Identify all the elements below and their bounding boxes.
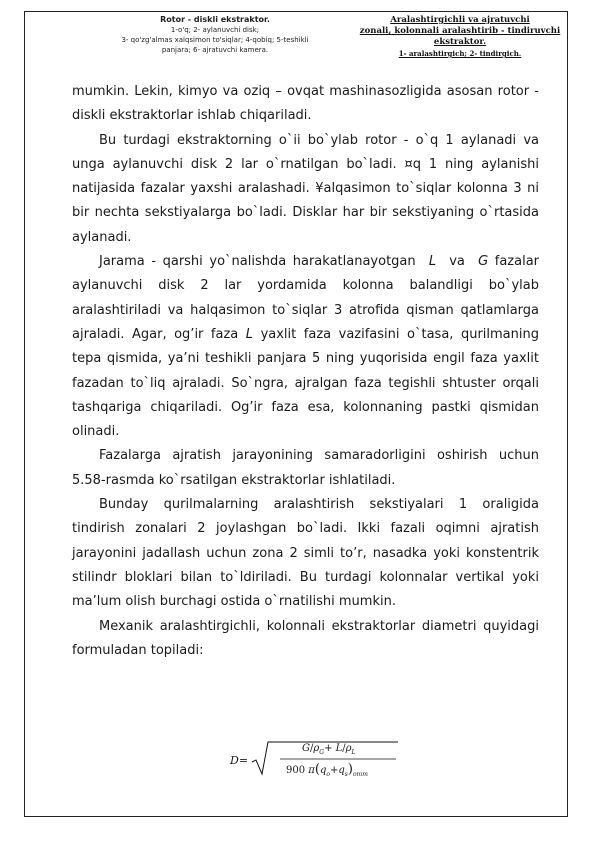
- paragraph-text: Jarama - qarshi yo`nalishda harakatlanayotgan: [99, 254, 416, 270]
- caption-line: ekstraktor.: [433, 37, 487, 47]
- symbol-L: L: [245, 326, 254, 342]
- paragraph-text: fazalar aylanuvchi disk 2 lar yordamida kolonna balandligi bo`ylab aralashtiriladi va halqasimon to`siqlar 3 atrofida qisman qatlamlarga ajraladi. Agar, og’ir faza: [72, 254, 540, 342]
- formula-lhs: [230, 754, 248, 767]
- diameter-formula: [230, 740, 390, 780]
- caption-line: panjara; 6- ajratuvchi kamera.: [161, 46, 269, 54]
- paragraph: Bu turdagi ekstraktorning o`ii bo`ylab rotor - o`q 1 aylanadi va unga aylanuvchi disk 2 lar o`rnatilgan bo`ladi. ¤q 1 ning aylanishi natijasida fazalar yaxshi aralashadi. ¥alqasimon to`siqlar kolonna 3 ni bir nechta sekstiyalarga bo`ladi. Disklar har bir sekstiyaning o`rtasida aylanadi.: [72, 132, 539, 245]
- caption-line: 1- aralashtirgich; 2- tindirgich.: [398, 49, 522, 58]
- formula-L: L: [335, 743, 343, 754]
- formula-sub: L: [351, 749, 356, 756]
- formula-G: G: [302, 743, 310, 754]
- body-text: [72, 80, 539, 663]
- paragraph-text: yaxlit faza vazifasini o`tasa, qurilmaning tepa qismida, ya’ni teshikli panjara 5 ning yuqorisida engil faza yaxlit fazadan to`liq ajraladi. So`ngra, ajralgan faza tegishli shtuster orqali tashqariga chiqariladi. Og’ir faza esa, kolonnaning pastki qismidan olinadi.: [72, 326, 539, 440]
- formula-rho: ρ: [313, 743, 320, 754]
- formula-q: q: [338, 765, 345, 776]
- paragraph: Bunday qurilmalarning aralashtirish sekstiyalari 1 oraligida tindirish zonalari 2 joylashgan bo`ladi. Ikki fazali oqimni ajratish jarayonini jadallash uchun zona 2 simli to’r, nasadka yoki konstentrik stilindr bloklari bilan to`ldiriladi. Bu turdagi kolonnalar vertikal yoki ma’lum olish burchagi ostida o`rnatilishi mumkin.: [72, 497, 539, 610]
- formula-sub: s: [344, 771, 348, 778]
- symbol-G: G: [478, 254, 489, 270]
- paragraph: Fazalarga ajratish jarayonining samaradorligini oshirish uchun 5.58-rasmda ko`rsatilgan ekstraktorlar ishlatiladi.: [72, 448, 539, 488]
- figure-caption-rotor-disk: [104, 15, 326, 55]
- formula-plus: +: [324, 743, 333, 754]
- paragraph: mumkin. Lekin, kimyo va oziq – ovqat mashinasozligida asosan rotor - diskli ekstraktorlar ishlab chiqariladi.: [72, 84, 539, 124]
- caption-title: Rotor - diskli ekstraktor.: [160, 15, 270, 24]
- paragraph: [72, 250, 539, 444]
- symbol-L: L: [428, 254, 437, 270]
- formula-numerator: [302, 743, 356, 756]
- caption-line: 3- qo'zg'almas xalqsimon to'siqlar; 4-qobiq; 5-teshikli: [121, 36, 309, 44]
- formula-sub: G: [319, 749, 325, 756]
- caption-line: 1-o'q; 2- aylanuvchi disk;: [170, 26, 260, 34]
- formula-D: D: [230, 754, 239, 767]
- formula-rho: ρ: [345, 743, 352, 754]
- formula-sub: omm: [352, 771, 368, 778]
- caption-line: Aralashtirgichli va ajratuvchi: [390, 15, 530, 25]
- formula-slash: /: [310, 743, 314, 754]
- paragraph: Mexanik aralashtirgichli, kolonnali ekstraktorlar diametri quyidagi formuladan topiladi:: [72, 618, 539, 658]
- formula-equals: =: [238, 754, 249, 767]
- figure-caption-mixer-settler: [355, 15, 565, 59]
- formula-sub: o: [326, 771, 330, 778]
- formula-900: 900: [286, 765, 306, 776]
- formula-pi: π: [308, 765, 315, 776]
- formula-plus: +: [329, 765, 339, 776]
- formula-radical: [250, 740, 398, 778]
- caption-line: zonali, kolonnali aralashtirib - tindiruvchi: [359, 26, 561, 36]
- formula-slash: /: [342, 743, 346, 754]
- formula-q: q: [319, 765, 327, 776]
- paragraph-text: va: [449, 254, 465, 270]
- formula-denominator: 900 $\pi(q_o+q_s)_{omm}$: [286, 762, 368, 778]
